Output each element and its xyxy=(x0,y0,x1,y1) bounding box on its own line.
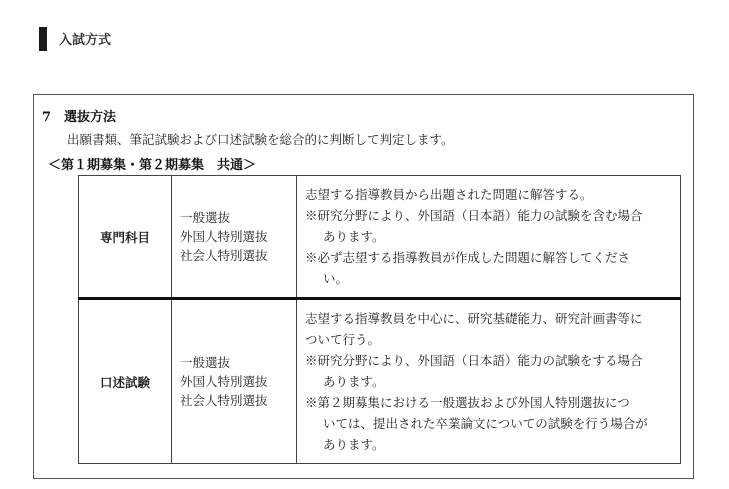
content-cell xyxy=(297,299,681,464)
subject-cell: 口述試験 xyxy=(79,299,172,464)
categories-cell xyxy=(172,299,297,464)
item-description: 出願書類、筆記試験および口述試験を総合的に判断して判定します。 xyxy=(67,132,454,147)
document-excerpt xyxy=(33,94,694,479)
categories-cell xyxy=(172,176,297,299)
selection-method-table xyxy=(78,175,681,464)
content-line: いては、提出された卒業論文についての試験を行う場合が xyxy=(323,416,648,431)
category-label: 外国人特別選抜 xyxy=(180,374,268,389)
table-row xyxy=(79,299,681,464)
heading-accent-bar xyxy=(39,27,47,51)
content-line: ※必ず志望する指導教員が作成した問題に解答してくださ xyxy=(305,250,631,265)
content-line: ついて行う。 xyxy=(305,332,381,347)
item-number: 7 xyxy=(42,110,52,125)
category-label: 一般選抜 xyxy=(180,355,231,370)
category-label: 一般選抜 xyxy=(180,210,231,225)
content-line: あります。 xyxy=(323,229,385,244)
content-line: い。 xyxy=(323,271,349,286)
content-line: あります。 xyxy=(323,374,385,389)
content-line: あります。 xyxy=(323,437,385,452)
category-label: 社会人特別選抜 xyxy=(180,248,268,263)
item-title: 選抜方法 xyxy=(64,110,117,125)
content-line: ※研究分野により、外国語（日本語）能力の試験をする場合 xyxy=(305,353,643,368)
content-line: 志望する指導教員を中心に、研究基礎能力、研究計画書等に xyxy=(305,311,643,326)
content-line: ※第２期募集における一般選抜および外国人特別選抜につ xyxy=(305,395,630,410)
item-heading xyxy=(42,106,116,125)
table-row xyxy=(79,176,681,299)
category-label: 社会人特別選抜 xyxy=(180,393,268,408)
content-line: ※研究分野により、外国語（日本語）能力の試験を含む場合 xyxy=(305,208,643,223)
recruitment-subheading: ＜第１期募集・第２期募集 共通＞ xyxy=(48,158,257,173)
subject-cell: 専門科目 xyxy=(79,176,172,299)
content-line: 志望する指導教員から出題された問題に解答する。 xyxy=(305,187,593,202)
content-cell xyxy=(297,176,681,299)
category-label: 外国人特別選抜 xyxy=(180,229,268,244)
section-title: 入試方式 xyxy=(59,33,112,48)
